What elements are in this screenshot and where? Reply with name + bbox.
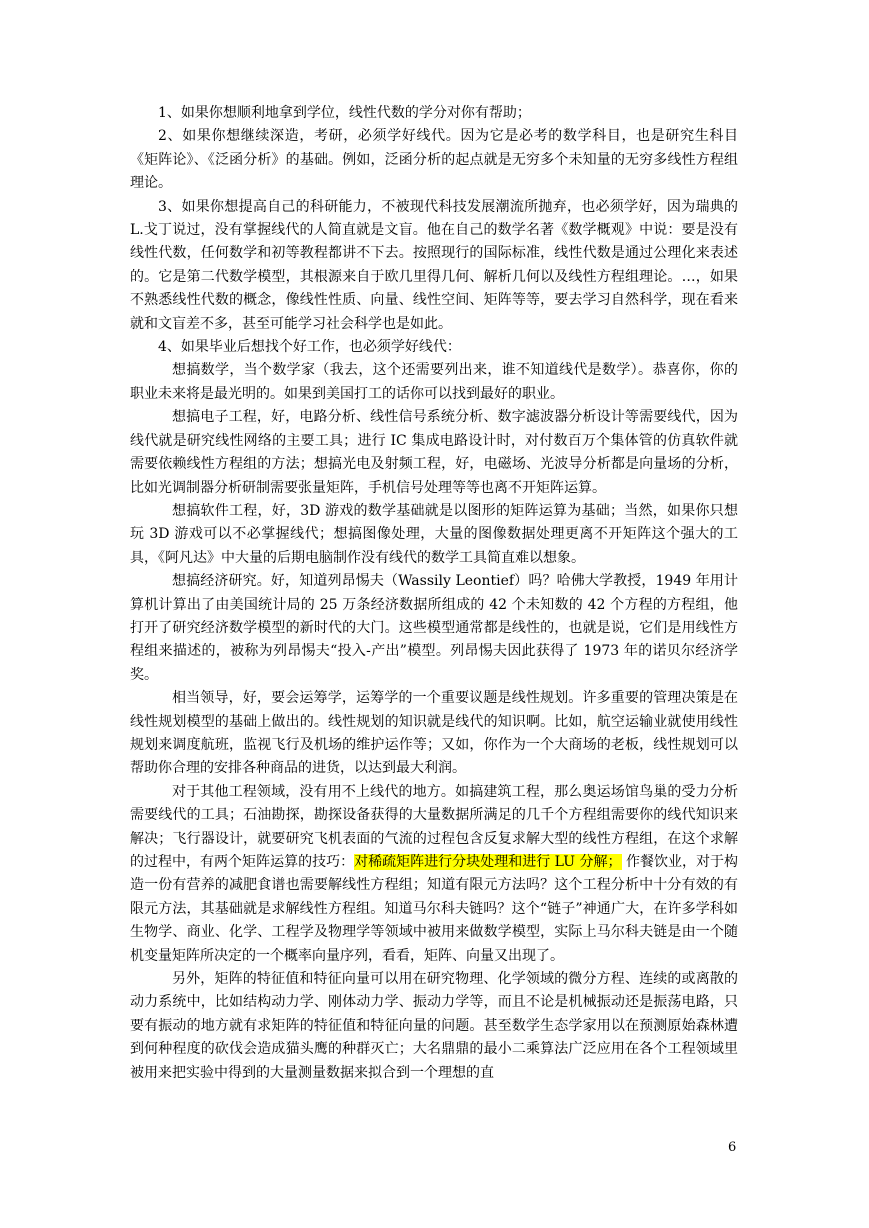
paragraph-11: 另外，矩阵的特征值和特征向量可以用在研究物理、化学领域的微分方程、连续的或离散的动力系统中，比如结构动力学、刚体动力学、振动力学等，而且不论是机械振动还是振荡电路，只要有振动的地方就有求矩阵的特征值和特征向量的问题。甚至数学生态学家用以在预测原始森林遭到何种程度的砍伐会造成猫头鹰的种群灭亡；大名鼎鼎的最小二乘算法广泛应用在各个工程领域里被用来把实验中得到的大量测量数据来拟合到一个理想的直 [130, 971, 738, 1081]
paragraph-8: 想搞经济研究。好，知道列昂惕夫（Wassily Leontief）吗？哈佛大学教授，1949 年用计算机计算出了由美国统计局的 25 万条经济数据所组成的 42 个未知数的 42 个方程的方程组，他打开了研究经济数学模型的新时代的大门。这些模型通常都是线性的，也就是说，它们是用线性方程组来描述的，被称为列昂惕夫“投入-产出”模型。列昂惕夫因此获得了 1973 年的诺贝尔经济学奖。 [130, 573, 738, 683]
paragraph-10 [130, 781, 738, 968]
paragraph-4: 4、如果毕业后想找个好工作，也必须学好线代： [158, 339, 461, 356]
paragraph-7: 想搞软件工程，好，3D 游戏的数学基础就是以图形的矩阵运算为基础；当然，如果你只想玩 3D 游戏可以不必掌握线代；想搞图像处理，大量的图像数据处理更离不开矩阵这个强大的工具，《阿凡达》中大量的后期电脑制作没有线代的数学工具简直难以想象。 [130, 502, 738, 566]
page-number: 6 [728, 1140, 737, 1155]
paragraph-9: 相当领导，好，要会运筹学，运筹学的一个重要议题是线性规划。许多重要的管理决策是在线性规划模型的基础上做出的。线性规划的知识就是线代的知识啊。比如，航空运输业就使用线性规划来调度航班，监视飞行及机场的维护运作等；又如，你作为一个大商场的老板，线性规划可以帮助你合理的安排各种商品的进货，以达到最大利润。 [130, 690, 738, 777]
paragraph-1: 1、如果你想顺利地拿到学位，线性代数的学分对你有帮助； [158, 105, 531, 121]
paragraph-3: 3、如果你想提高自己的科研能力，不被现代科技发展潮流所抛弃，也必须学好，因为瑞典的 L.戈丁说过，没有掌握线代的人简直就是文盲。他在自己的数学名著《数学概观》中说：要是没有线性代数，任何数学和初等教程都讲不下去。按照现行的国际标准，线性代数是通过公理化来表述的。它是第二代数学模型，其根源来自于欧几里得几何、解析几何以及线性方程组理论。…，如果不熟悉线性代数的概念，像线性性质、向量、线性空间、矩阵等等，要去学习自然科学，现在看来就和文盲差不多，甚至可能学习社会科学也是如此。 [130, 198, 738, 332]
paragraph-6: 想搞电子工程，好，电路分析、线性信号系统分析、数字滤波器分析设计等需要线代，因为线代就是研究线性网络的主要工具；进行 IC 集成电路设计时，对付数百万个集体管的仿真软件就需要依赖线性方程组的方法；想搞光电及射频工程，好，电磁场、光波导分析都是向量场的分析，比如光调制器分析研制需要张量矩阵，手机信号处理等等也离不开矩阵运算。 [130, 409, 738, 496]
highlighted-text: 对稀疏矩阵进行分块处理和进行 LU 分解； [354, 854, 622, 870]
document-body [130, 102, 738, 1085]
paragraph-5: 想搞数学，当个数学家（我去，这个还需要列出来，谁不知道线代是数学）。恭喜你，你的职业未来将是最光明的。如果到美国打工的话你可以找到最好的职业。 [130, 362, 738, 402]
paragraph-10-text-before: 对于其他工程领域，没有用不上线代的地方。如搞建筑工程，那么奥运场馆鸟巢的受力分析需要线代的工具；石油勘探，勘探设备获得的大量数据所满足的几千个方程组需要你的线代知识来解决；飞行器设计，就要研究飞机表面的气流的过程包含反复求解大型的线性方程组，在这个求解的过程中，有两个矩阵运算的技巧： [130, 783, 738, 870]
paragraph-2: 2、如果你想继续深造，考研，必须学好线代。因为它是必考的数学科目，也是研究生科目《矩阵论》、《泛函分析》的基础。例如，泛函分析的起点就是无穷多个未知量的无穷多线性方程组理论。 [130, 128, 738, 192]
paragraph-10-text-after: 作餐饮业，对于构造一份有营养的减肥食谱也需要解线性方程组；知道有限元方法吗？这个工程分析中十分有效的有限元方法，其基础就是求解线性方程组。知道马尔科夫链吗？这个“链子”神通广大，在许多学科如生物学、商业、化学、工程学及物理学等领域中被用来做数学模型，实际上马尔科夫链是由一个随机变量矩阵所决定的一个概率向量序列，看看，矩阵、向量又出现了。 [130, 854, 739, 964]
